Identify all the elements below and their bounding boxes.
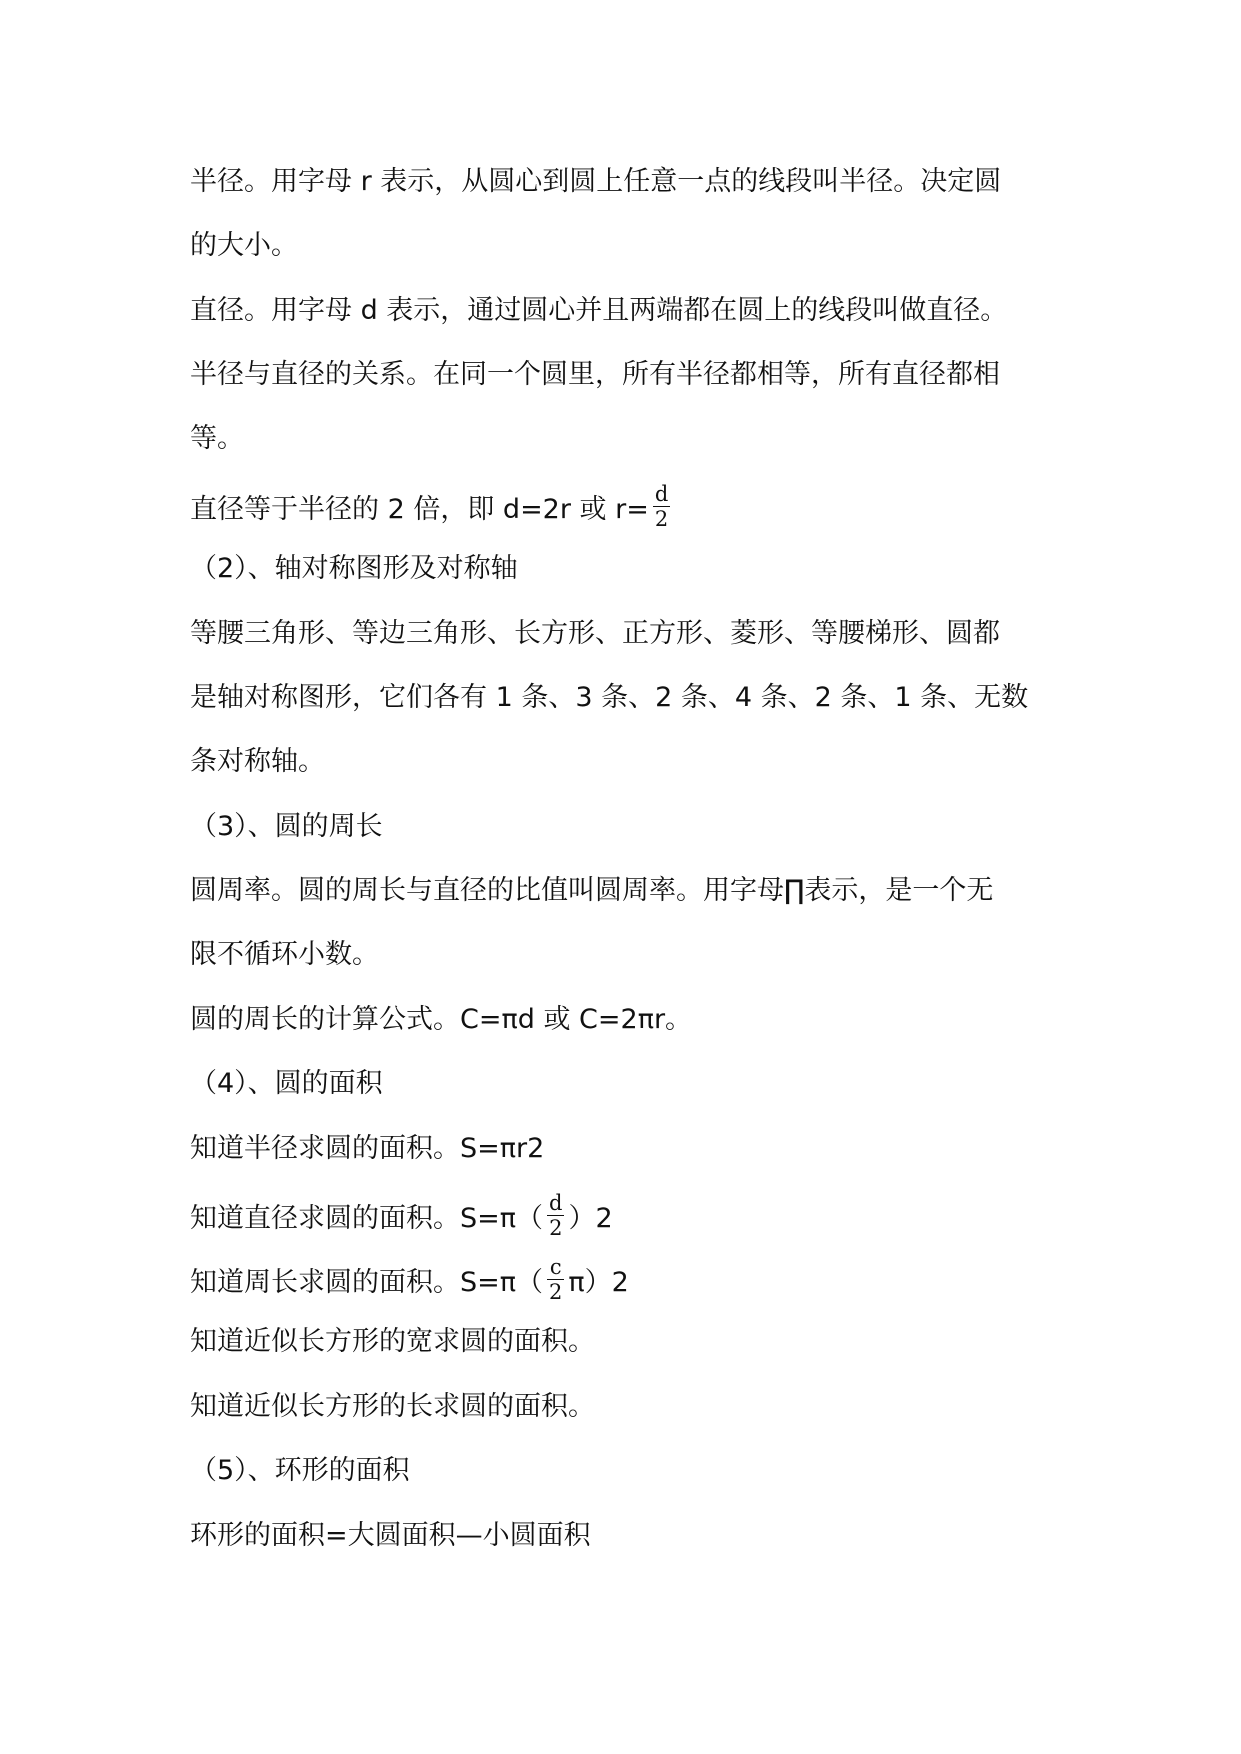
fraction-d-over-2 [547, 1191, 564, 1240]
diameter-formula-text: 直径等于半径的 2 倍，即 d=2r 或 r= [190, 494, 649, 525]
fraction-numerator: c [547, 1255, 564, 1280]
area-from-circumference [190, 1255, 629, 1308]
section-heading-circumference: （3）、圆的周长 [190, 811, 383, 842]
area-from-diameter-suffix: ）2 [568, 1203, 613, 1234]
radius-definition-line-1: 半径。用字母 r 表示，从圆心到圆上任意一点的线段叫半径。决定圆 [190, 166, 1002, 197]
area-from-radius: 知道半径求圆的面积。S=πr2 [190, 1133, 545, 1164]
symmetry-text-line-3: 条对称轴。 [190, 746, 325, 777]
circumference-formula: 圆的周长的计算公式。C=πd 或 C=2πr。 [190, 1004, 693, 1035]
fraction-denominator: 2 [549, 1280, 563, 1304]
radius-diameter-relation-line-2: 等。 [190, 423, 244, 454]
area-from-rectangle-width: 知道近似长方形的宽求圆的面积。 [190, 1326, 595, 1357]
fraction-numerator: d [654, 482, 669, 506]
area-from-circumference-suffix: π）2 [568, 1267, 629, 1298]
symmetry-text-line-2: 是轴对称图形，它们各有 1 条、3 条、2 条、4 条、2 条、1 条、无数 [190, 682, 1029, 713]
area-from-diameter-text: 知道直径求圆的面积。S=π（ [190, 1203, 544, 1234]
diameter-formula-line [190, 482, 674, 535]
diameter-definition: 直径。用字母 d 表示，通过圆心并且两端都在圆上的线段叫做直径。 [190, 295, 1008, 326]
fraction-numerator: d [549, 1191, 563, 1215]
section-heading-symmetry: （2）、轴对称图形及对称轴 [190, 553, 518, 584]
pi-definition-line-2: 限不循环小数。 [190, 939, 379, 970]
symmetry-text-line-1: 等腰三角形、等边三角形、长方形、正方形、菱形、等腰梯形、圆都 [190, 618, 1000, 649]
fraction-denominator: 2 [549, 1216, 563, 1240]
pi-definition-line-1: 圆周率。圆的周长与直径的比值叫圆周率。用字母∏表示，是一个无 [190, 875, 994, 906]
area-from-diameter [190, 1191, 613, 1244]
ring-area-formula: 环形的面积=大圆面积—小圆面积 [190, 1520, 591, 1551]
fraction-denominator: 2 [654, 507, 669, 531]
fraction-c-over-2 [547, 1255, 564, 1304]
area-from-rectangle-length: 知道近似长方形的长求圆的面积。 [190, 1391, 595, 1422]
radius-definition-line-2: 的大小。 [190, 230, 298, 261]
fraction-d-over-2 [653, 482, 670, 531]
section-heading-ring-area: （5）、环形的面积 [190, 1455, 410, 1486]
section-heading-area: （4）、圆的面积 [190, 1068, 383, 1099]
area-from-circumference-text: 知道周长求圆的面积。S=π（ [190, 1267, 544, 1298]
radius-diameter-relation-line-1: 半径与直径的关系。在同一个圆里，所有半径都相等，所有直径都相 [190, 359, 1000, 390]
